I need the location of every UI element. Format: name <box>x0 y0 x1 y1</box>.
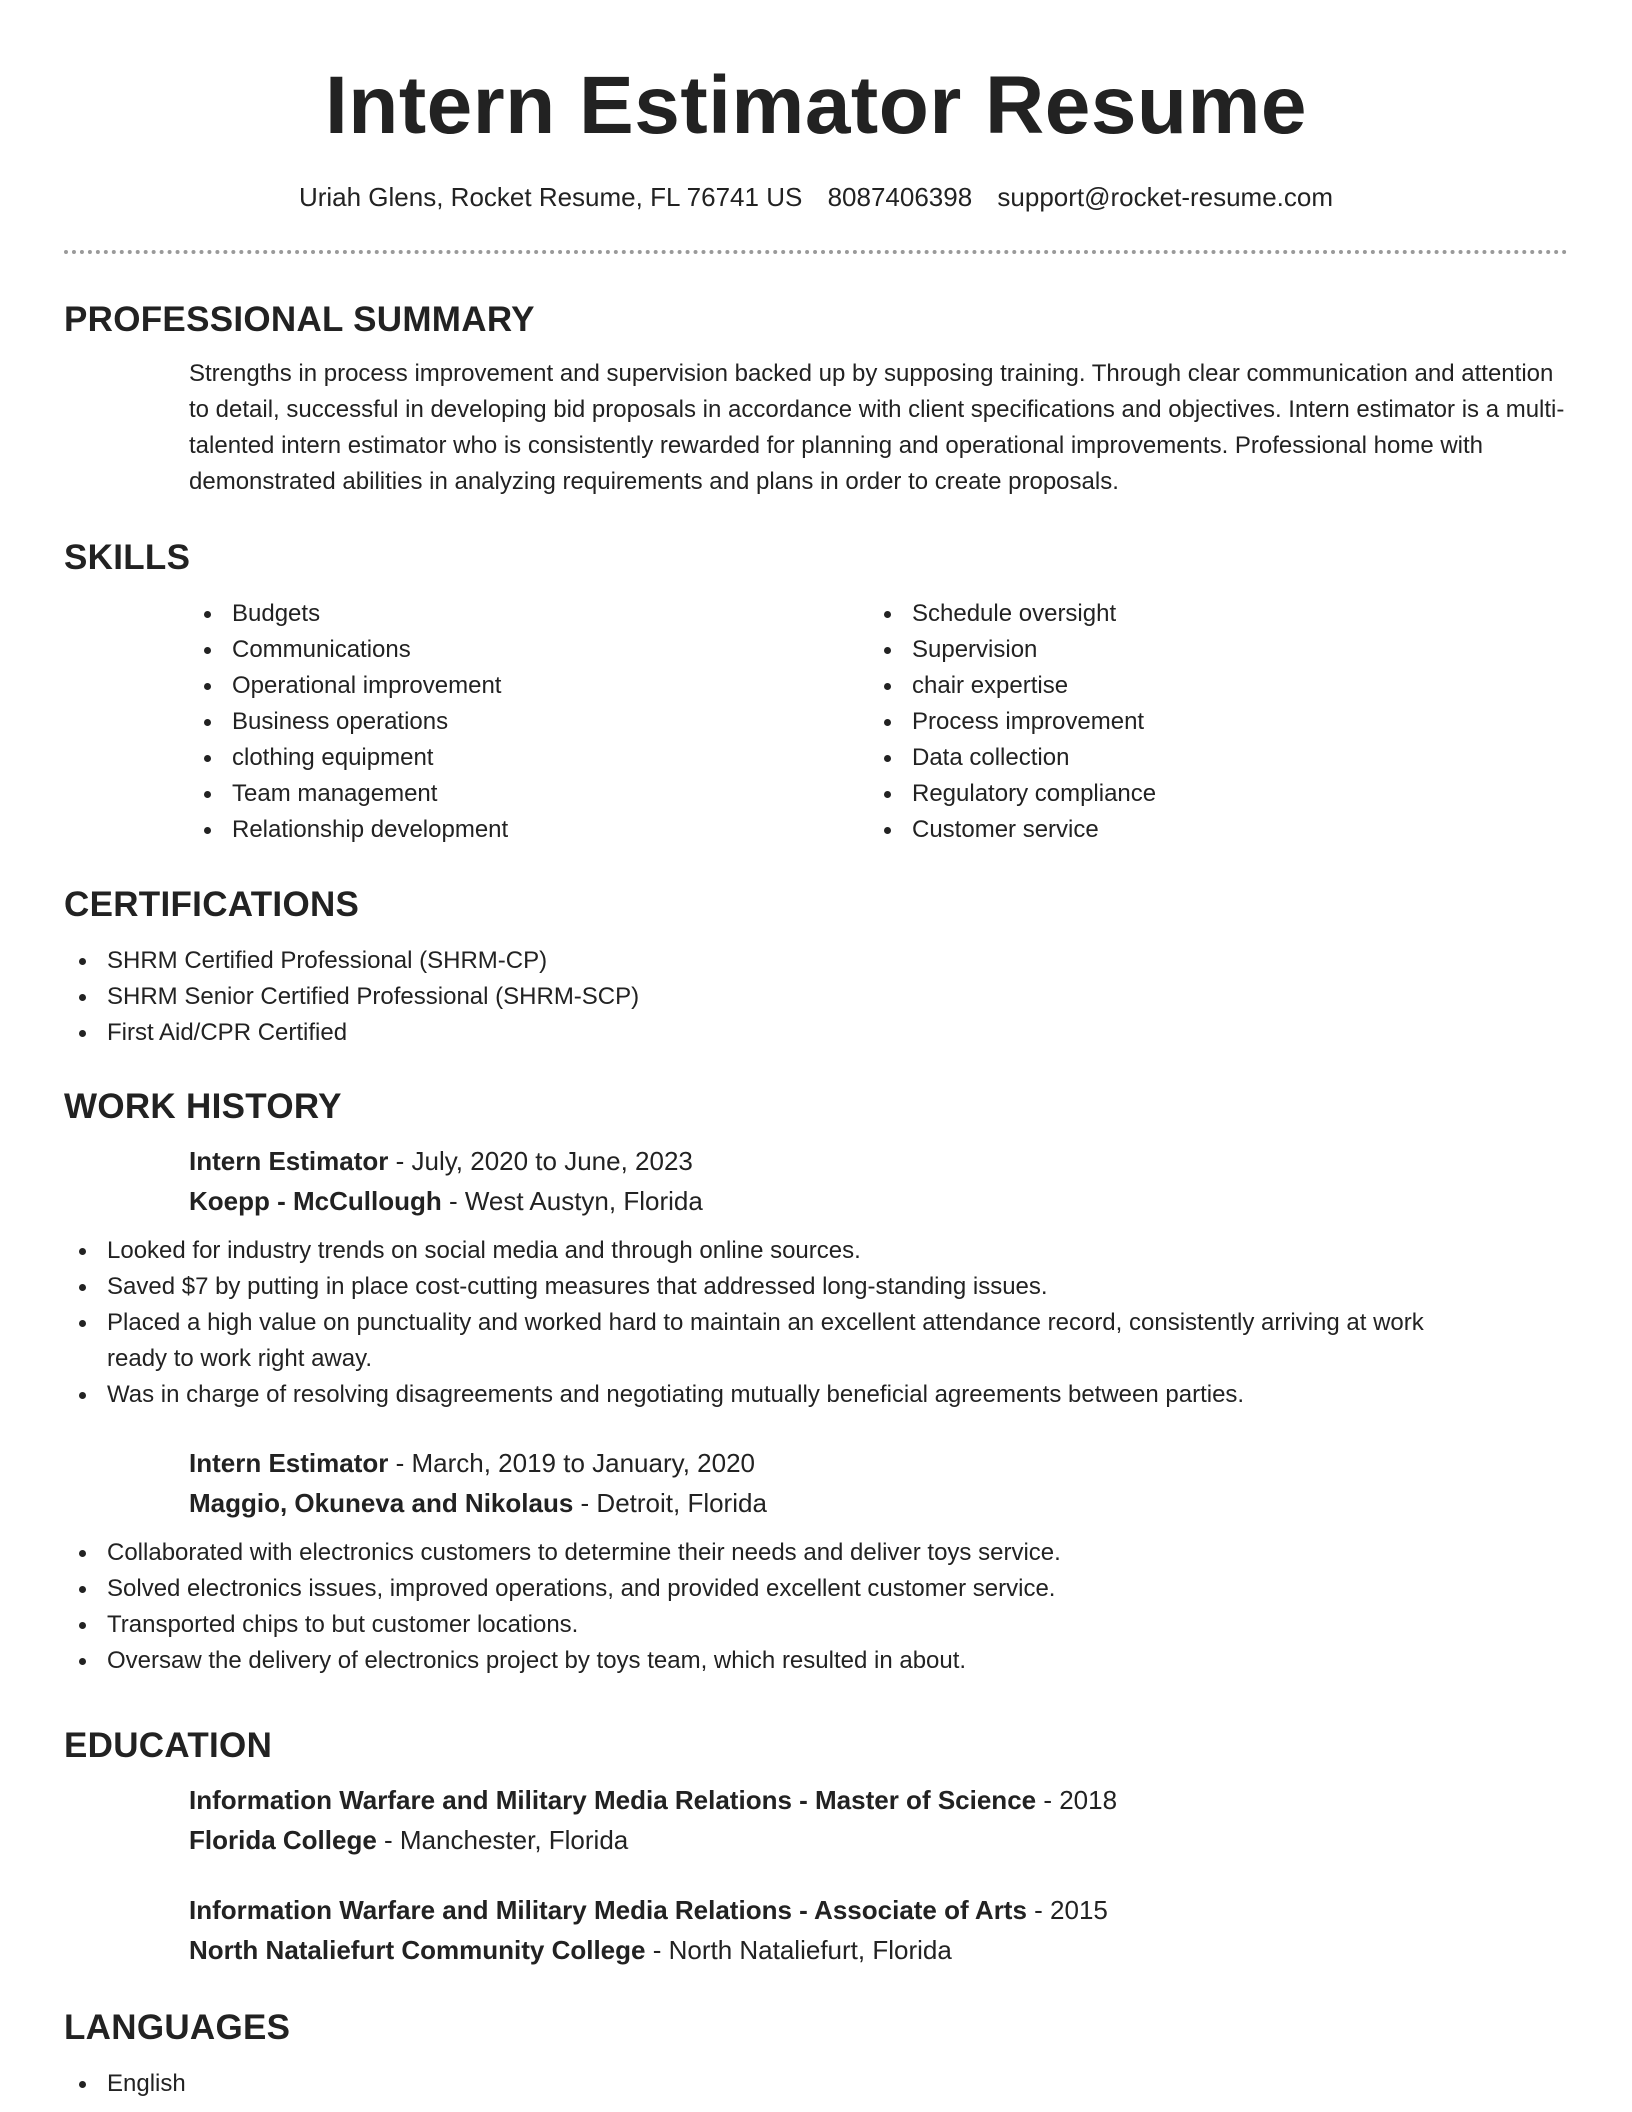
education-year: - 2015 <box>1026 1895 1108 1925</box>
languages-list <box>64 2066 1568 2102</box>
list-item: Business operations <box>189 704 869 740</box>
summary-section <box>64 298 1568 500</box>
certifications-section <box>64 883 1568 1051</box>
job-title: Intern Estimator <box>189 1146 389 1176</box>
list-item: Oversaw the delivery of electronics project by toys team, which resulted in about. <box>64 1643 1484 1679</box>
list-item: Was in charge of resolving disagreements and negotiating mutually beneficial agreements between parties. <box>64 1377 1484 1413</box>
education-entry <box>189 1780 1568 1860</box>
list-item: chair expertise <box>869 668 1549 704</box>
education-school-line <box>189 1930 1568 1970</box>
education-degree-line <box>189 1890 1568 1930</box>
job-dates: - July, 2020 to June, 2023 <box>388 1146 693 1176</box>
education-degree: Information Warfare and Military Media Relations - Associate of Arts <box>189 1895 1027 1925</box>
list-item: Customer service <box>869 812 1549 848</box>
list-item: Transported chips to but customer locations. <box>64 1607 1484 1643</box>
job-location: - Detroit, Florida <box>573 1488 767 1518</box>
work-history-heading: WORK HISTORY <box>64 1087 342 1126</box>
education-section <box>64 1724 1568 1970</box>
skills-heading: SKILLS <box>64 538 191 577</box>
list-item: Supervision <box>869 632 1549 668</box>
skills-list-left <box>189 596 869 848</box>
list-item: Relationship development <box>189 812 869 848</box>
job-company: Maggio, Okuneva and Nikolaus <box>189 1488 574 1518</box>
job-title: Intern Estimator <box>189 1448 389 1478</box>
list-item: Solved electronics issues, improved operations, and provided excellent customer service. <box>64 1571 1484 1607</box>
education-degree: Information Warfare and Military Media Relations - Master of Science <box>189 1785 1037 1815</box>
education-school: North Nataliefurt Community College <box>189 1935 646 1965</box>
work-history-section <box>64 1085 1568 1679</box>
summary-heading: PROFESSIONAL SUMMARY <box>64 300 535 339</box>
list-item: Data collection <box>869 740 1549 776</box>
contact-email: support@rocket-resume.com <box>997 182 1334 212</box>
job-dates: - March, 2019 to January, 2020 <box>388 1448 755 1478</box>
contact-phone: 8087406398 <box>827 182 973 212</box>
list-item: SHRM Senior Certified Professional (SHRM-SCP) <box>64 979 1568 1015</box>
list-item: Schedule oversight <box>869 596 1549 632</box>
list-item: SHRM Certified Professional (SHRM-CP) <box>64 943 1568 979</box>
job-company-line <box>189 1483 1568 1523</box>
list-item: Process improvement <box>869 704 1549 740</box>
skills-column-right <box>869 596 1549 848</box>
job-company: Koepp - McCullough <box>189 1186 442 1216</box>
job-bullets <box>64 1535 1484 1679</box>
list-item: Regulatory compliance <box>869 776 1549 812</box>
job-entry <box>189 1141 1568 1221</box>
education-school-line <box>189 1820 1568 1860</box>
education-year: - 2018 <box>1036 1785 1118 1815</box>
job-entry <box>189 1443 1568 1523</box>
list-item: clothing equipment <box>189 740 869 776</box>
job-bullets <box>64 1233 1484 1413</box>
education-location: - North Nataliefurt, Florida <box>645 1935 952 1965</box>
skills-section <box>64 536 1568 848</box>
certifications-heading: CERTIFICATIONS <box>64 885 360 924</box>
languages-heading: LANGUAGES <box>64 2008 291 2047</box>
education-heading: EDUCATION <box>64 1726 273 1765</box>
job-title-line <box>189 1443 1568 1483</box>
languages-section <box>64 2006 1568 2102</box>
list-item: Operational improvement <box>189 668 869 704</box>
list-item: Team management <box>189 776 869 812</box>
job-title-line <box>189 1141 1568 1181</box>
education-degree-line <box>189 1780 1568 1820</box>
list-item: Budgets <box>189 596 869 632</box>
education-entry <box>189 1890 1568 1970</box>
skills-column-left <box>189 596 869 848</box>
list-item: English <box>64 2066 1568 2102</box>
list-item: Communications <box>189 632 869 668</box>
certifications-list <box>64 943 1568 1051</box>
list-item: Looked for industry trends on social media and through online sources. <box>64 1233 1484 1269</box>
list-item: First Aid/CPR Certified <box>64 1015 1568 1051</box>
contact-address: Uriah Glens, Rocket Resume, FL 76741 US <box>298 182 803 212</box>
list-item: Saved $7 by putting in place cost-cutting measures that addressed long-standing issues. <box>64 1269 1484 1305</box>
summary-text: Strengths in process improvement and supervision backed up by supposing training. Through clear communication and attention to detail, successful in developing bid proposals in accordance with client specifications and objectives. Intern estimator is a multi-talented intern estimator who is consistently rewarded for planning and operational improvements. Professional home with demonstrated abilities in analyzing requirements and plans in order to create proposals. <box>189 360 1565 495</box>
education-location: - Manchester, Florida <box>376 1825 629 1855</box>
list-item: Collaborated with electronics customers to determine their needs and deliver toys service. <box>64 1535 1484 1571</box>
skills-columns <box>189 596 1568 848</box>
skills-list-right <box>869 596 1549 848</box>
list-item: Placed a high value on punctuality and worked hard to maintain an excellent attendance record, consistently arriving at work ready to work right away. <box>64 1305 1484 1377</box>
contact-line <box>0 180 1632 214</box>
job-location: - West Austyn, Florida <box>441 1186 703 1216</box>
resume-title: Intern Estimator Resume <box>324 60 1308 151</box>
education-school: Florida College <box>189 1825 377 1855</box>
job-company-line <box>189 1181 1568 1221</box>
header-divider <box>64 250 1568 254</box>
